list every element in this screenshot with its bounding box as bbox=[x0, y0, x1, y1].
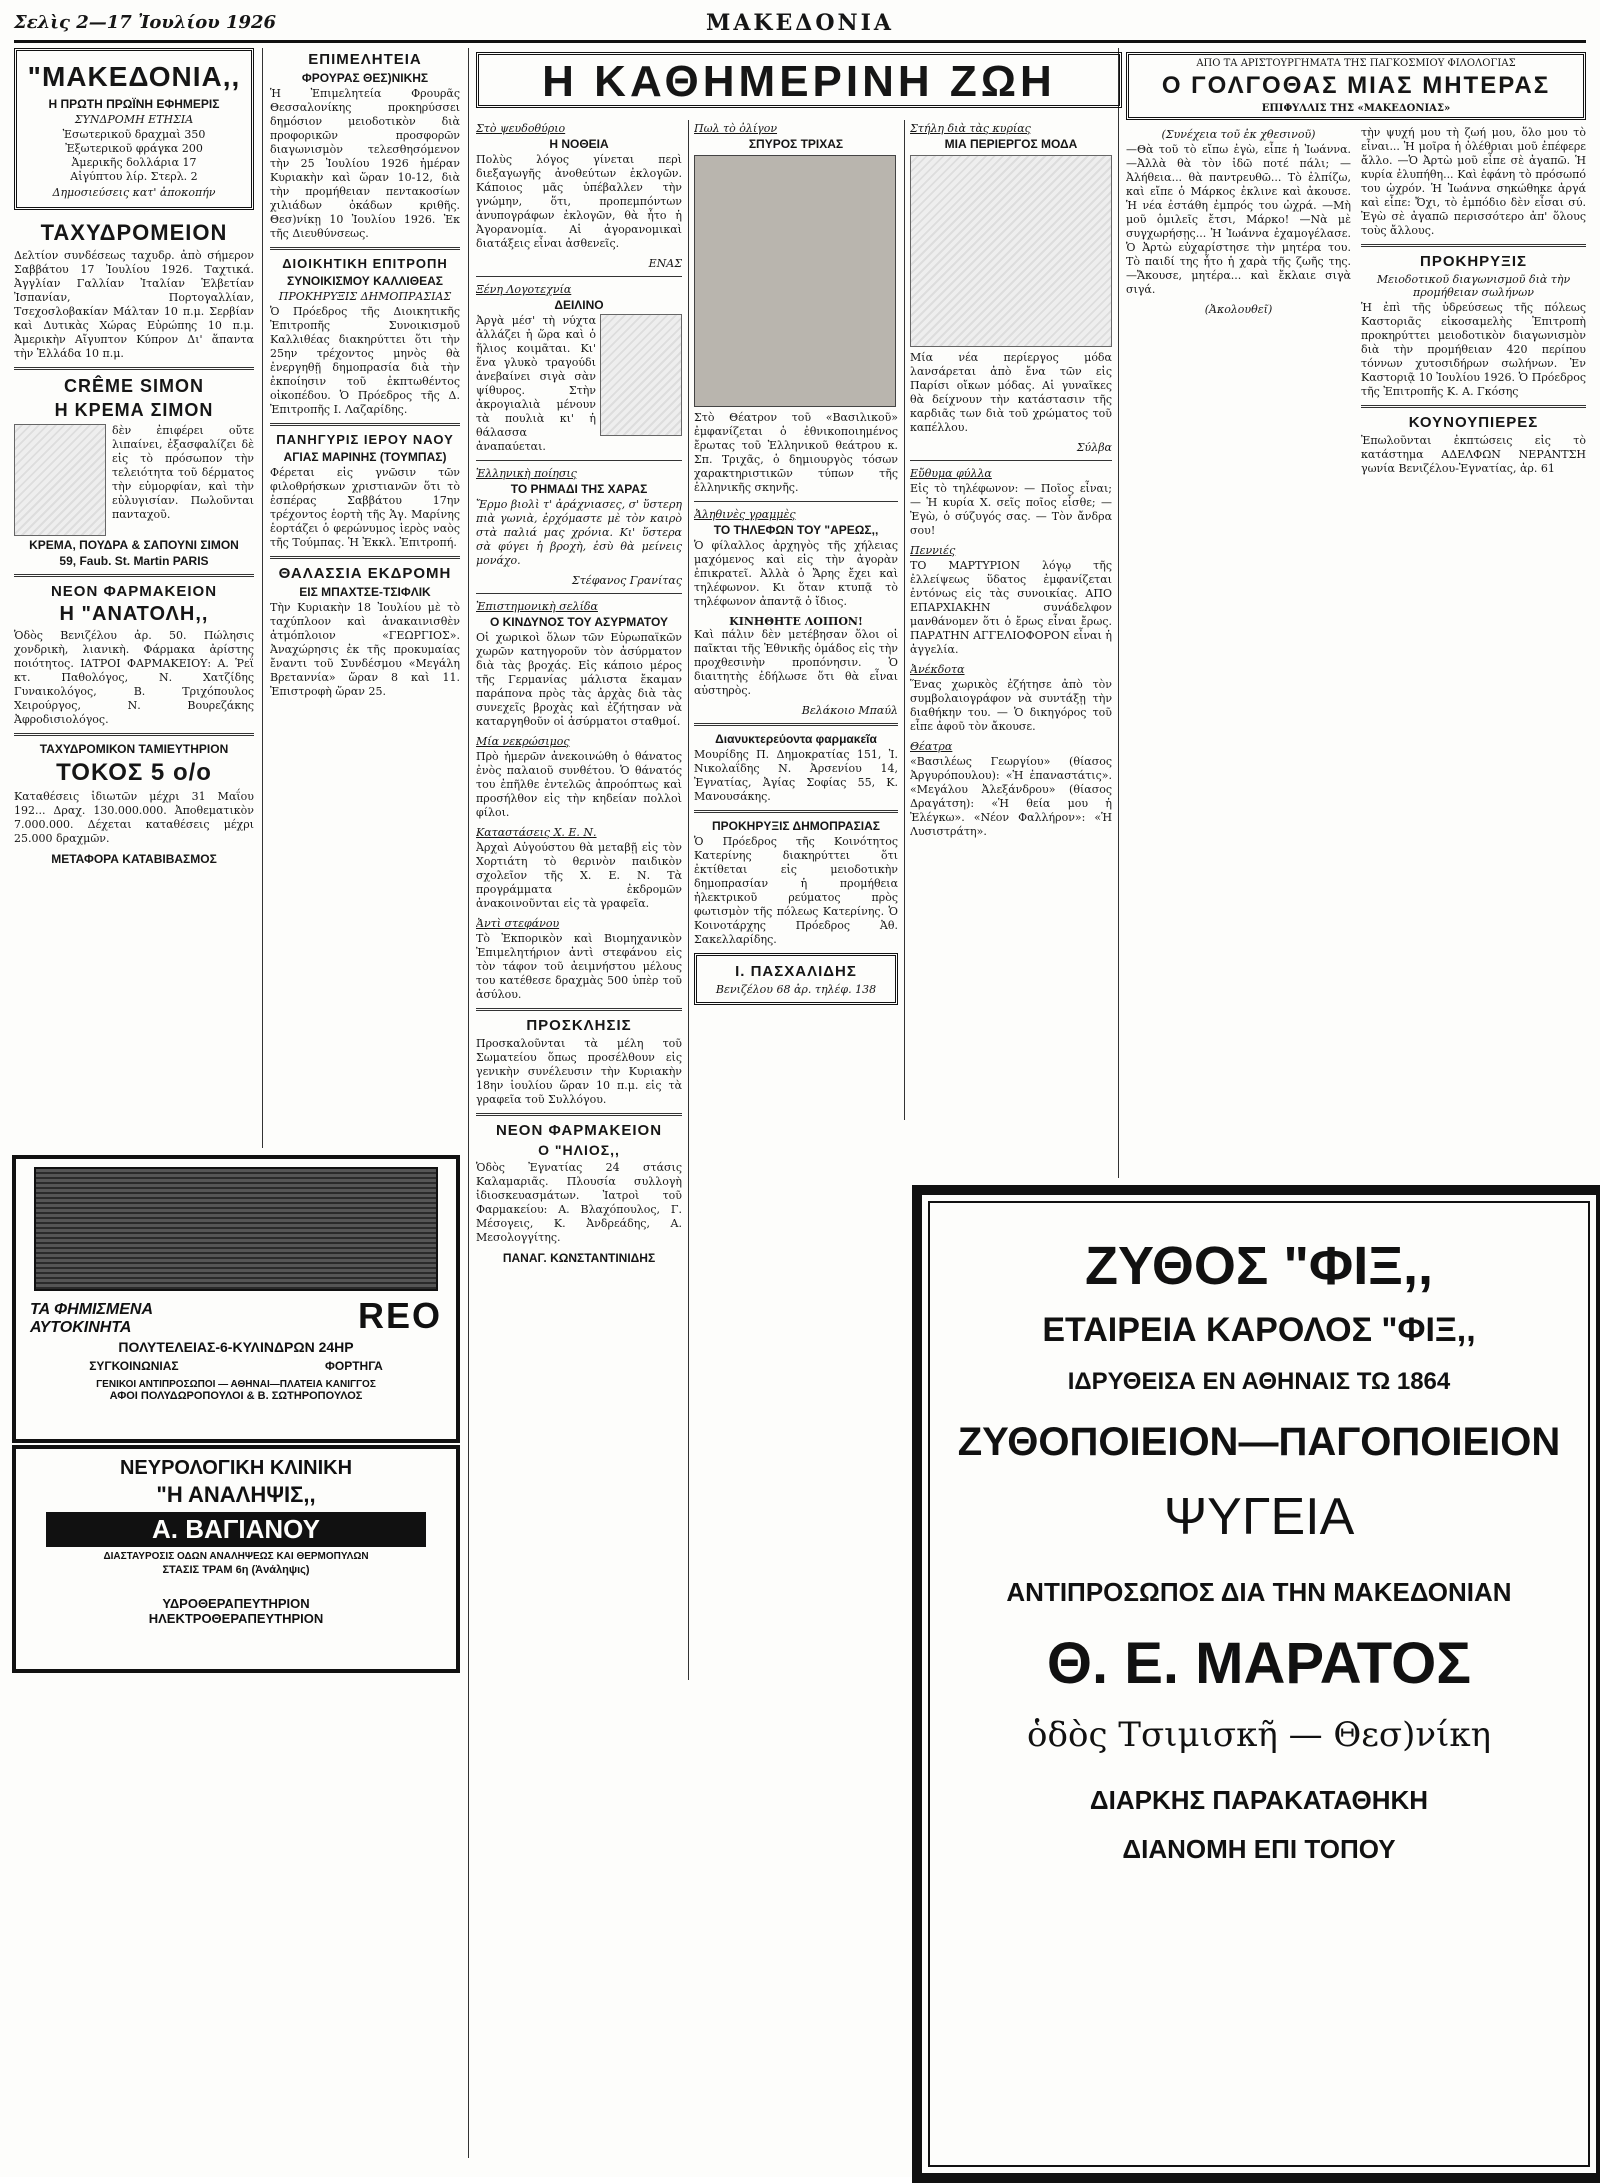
divider bbox=[476, 1113, 682, 1116]
creme-text: δὲν ἐπιφέρει οὔτε λιπαίνει, ἐξασφαλίζει δὲ εἰς τὸ πρόσωπον τὴν τελειότητα τοῦ δέρματος τὴν εὐμορφίαν, καὶ τὴν εὐλυγισίαν. Πωλοῦνται πανταχοῦ. bbox=[112, 424, 254, 521]
subscription-label: ΣΥΝΔΡΟΜΗ ΕΤΗΣΙΑ bbox=[74, 113, 194, 126]
page-header bbox=[14, 10, 1586, 43]
fix-representative-label: ΑΝΤΙΠΡΟΣΩΠΟΣ ΔΙΑ ΤΗΝ ΜΑΚΕΔΟΝΙΑΝ bbox=[1006, 1577, 1512, 1607]
article-text: Καὶ πάλιν δὲν μετέβησαν ὅλοι οἱ παῖκται τῆς Ἐθνικῆς ὁμάδος εἰς τὴν προχθεσινὴν προπόνησιν. Ὁ διαιτητὴς ἐδήλωσε ὅτι θὰ εἶναι αὐστηρὸς. bbox=[694, 628, 898, 697]
fix-brand: ΖΥΘΟΣ "ΦΙΞ,, bbox=[1084, 1236, 1434, 1296]
divider bbox=[910, 460, 1112, 461]
column-1 bbox=[14, 48, 254, 1158]
clinic-title: ΝΕΥΡΟΛΟΓΙΚΗ ΚΛΙΝΙΚΗ bbox=[119, 1457, 353, 1479]
poem-block bbox=[476, 314, 682, 454]
truck-illustration bbox=[34, 1167, 438, 1291]
reo-brand: REO bbox=[357, 1295, 442, 1336]
festival-text: Φέρεται εἰς γνῶσιν τῶν φιλοθρήσκων χριστιανῶν ὅτι τὸ ἑσπέρας Σαββάτου 17ην τρέχοντος ἑορτὴ τῆς Ἁγ. Μαρίνης ἑορτάζει ὁ φερώνυμος ἱερὸς ναὸς τῆς Τούμπας. Ἡ Ἐκκλ. Ἐπιτροπή. bbox=[270, 466, 460, 549]
fix-representative-name: Θ. Ε. ΜΑΡΑΤΟΣ bbox=[1046, 1631, 1472, 1696]
notice-title: ΕΠΙΜΕΛΗΤΕΙΑ bbox=[308, 51, 422, 68]
savings-rate: ΤΟΚΟΣ 5 ο/ο bbox=[56, 759, 212, 786]
section-category: Μία νεκρώσιμος bbox=[476, 735, 570, 748]
section-category: Στὸ ψευδοθύριο bbox=[476, 122, 566, 135]
column-rule bbox=[904, 120, 905, 1120]
article-signature: Βελάκοιο Μπαύλ bbox=[801, 704, 898, 717]
serial-title: Ο ΓΟΛΓΟΘΑΣ ΜΙΑΣ ΜΗΤΕΡΑΣ bbox=[1161, 72, 1551, 99]
notice-subtitle: ΦΡΟΥΡΑΣ ΘΕΣ)ΝΙΚΗΣ bbox=[301, 71, 429, 85]
serial-body bbox=[1126, 126, 1586, 482]
pharmacy-text: Ὁδὸς Βενιζέλου ἀρ. 50. Πώλησις χονδρικὴ, λιανικὴ. Φάρμακα ἀρίστης ποιότητος. ΙΑΤΡΟΙ ΦΑΡΜΑΚΕΙΟΥ: Α. Ῥεΐ κτ. Παθολόγος, Ν. Χατζίδης Γυναικολόγος, Β. Τριχόπουλος Χειρούργος, Ν. Βουρεζάκης Ἀφροδισιολόγος. bbox=[14, 629, 254, 726]
divider bbox=[476, 276, 682, 277]
reo-spec: ΠΟΛΥΤΕΛΕΙΑΣ-6-ΚΥΛΙΝΔΡΩΝ 24HP bbox=[118, 1339, 354, 1355]
reo-trucks: ΦΟΡΤΗΓΑ bbox=[325, 1359, 383, 1373]
price-line: Ἐσωτερικοῦ δραχμαὶ 350 bbox=[62, 128, 206, 141]
article-signature: ΚΙΝΗΘΗΤΕ ΛΟΙΠΟΝ! bbox=[729, 615, 863, 628]
section-category: Πεννιές bbox=[910, 544, 956, 557]
creme-address: 59, Faub. St. Martin PARIS bbox=[59, 554, 209, 568]
proclamation-title: ΠΡΟΚΗΡΥΞΙΣ bbox=[1419, 253, 1527, 270]
article-text: Πρὸ ἡμερῶν ἀνεκοινώθη ὁ θάνατος ἐνὸς παλαιοῦ συνθέτου. Ὁ θάνατός του ἐπῆλθε ἐντελῶς ἀπροόπτως καὶ προσήλθον εἰς τὴν κηδείαν πολλοὶ φίλοι. bbox=[476, 750, 682, 819]
serial-header bbox=[1126, 52, 1586, 120]
article-text: ΤΟ ΜΑΡΤΥΡΙΟΝ λόγῳ τῆς ἐλλείψεως ὕδατος ἐμφανίζεται ἐντόνως εἰς τὰς συνοικίας. ΑΠΟ ΕΠΑΡΧΙΑΚΗΝ συνάδελφον μανθάνομεν ὅτι ὁ ἔρως εἶναι ἔρως. ΠΑΡΑΤΗΝ ΑΓΓΕΛΙΟΦΟΡΟΝ εἶναι ἡ ἀγγελία. bbox=[910, 559, 1112, 656]
creme-ad bbox=[14, 424, 254, 536]
section-category: Ἐπιστημονικὴ σελίδα bbox=[476, 600, 598, 613]
reo-types bbox=[16, 1359, 456, 1373]
pharmacy-title: ΝΕΟΝ ΦΑΡΜΑΚΕΙΟΝ bbox=[50, 583, 218, 600]
creme-tagline: Η ΚΡΕΜΑ ΣΙΜΟΝ bbox=[54, 400, 214, 420]
daily-life-title: Η ΚΑΘΗΜΕΡΙΝΗ ΖΩΗ bbox=[542, 57, 1056, 106]
subscription-tagline: Η ΠΡΩΤΗ ΠΡΩΪΝΗ ΕΦΗΜΕΡΙΣ bbox=[48, 97, 220, 111]
proclamation-subtitle: Μειοδοτικοῦ διαγωνισμοῦ διὰ τὴν προμήθειαν σωλήνων bbox=[1376, 273, 1571, 299]
article-text: Οἱ χωρικοὶ ὅλων τῶν Εὐρωπαϊκῶν χωρῶν κατηγοροῦν τὸν ἀσύρματον διὰ τὰς βροχάς. Εἰς κάποιο μέρος τῆς Γερμανίας μάλιστα ἔκαμαν παράπονα πρὸς τὰς ἀρχὰς διὰ τὰς συνεχεῖς βροχὰς καὶ ἐζήτησαν νὰ καταργηθοῦν οἱ ἀσύρματοι σταθμοί. bbox=[476, 631, 682, 728]
article-text: Ἕνας χωρικὸς ἐζήτησε ἀπὸ τὸν συμβολαιογράφον νὰ συντάξῃ τὴν διαθήκην του. — Ὁ δικηγόρος τοῦ εἶπε ἀφοῦ τὸν ἄκουσε. bbox=[910, 678, 1112, 733]
article-title: Ο ΚΙΝΔΥΝΟΣ ΤΟΥ ΑΣΥΡΜΑΤΟΥ bbox=[489, 615, 669, 629]
divider bbox=[1361, 244, 1586, 247]
section-category: Ξένη Λογοτεχνία bbox=[476, 283, 572, 296]
fix-founded: ΙΔΡΥΘΕΙΣΑ ΕΝ ΑΘΗΝΑΙΣ ΤΩ 1864 bbox=[1067, 1368, 1451, 1395]
creme-products: ΚΡΕΜΑ, ΠΟΥΔΡΑ & ΣΑΠΟΥΝΙ ΣΙΜΟΝ bbox=[29, 538, 239, 552]
pharmacy2-owner: ΠΑΝΑΓ. ΚΩΝΣΤΑΝΤΙΝΙΔΗΣ bbox=[502, 1251, 656, 1265]
column-rule bbox=[1118, 48, 1119, 1178]
reo-passenger: ΣΥΓΚΟΙΝΩΝΙΑΣ bbox=[89, 1359, 179, 1373]
serial-left bbox=[1126, 126, 1351, 482]
notice-text: Ἡ Ἐπιμελητεία Φρουρᾶς Θεσσαλονίκης προκηρύσσει δημόσιον μειοδοτικὸν διὰ προφορικῶν προσφορῶν διαγωνισμὸν τελεσθησόμενον τὴν 25 Ἰουλίου 1926 ἡμέραν Κυριακὴν καὶ ὥραν 10-12, διὰ τὴν προμήθειαν πεντακοσίων χιλιάδων ὀκάδων κριθῆς. Θεσ)νίκῃ 10 Ἰουλίου 1926. Ἐκ τῆς Διευθύνσεως. bbox=[270, 87, 460, 240]
article-title: ΣΠΥΡΟΣ ΤΡΙΧΑΣ bbox=[748, 137, 844, 151]
masthead-title: ΜΑΚΕΔΟΝΙΑ bbox=[705, 10, 894, 36]
mosquito-nets-title: ΚΟΥΝΟΥΠΙΕΡΕΣ bbox=[1408, 414, 1539, 431]
section-category: Πωλ τὸ ὀλίγον bbox=[694, 122, 778, 135]
section-category: Καταστάσεις Χ. Ε. Ν. bbox=[476, 826, 597, 839]
section-category: Ἀληθινὲς γραμμὲς bbox=[694, 508, 796, 521]
fix-refrigerators: ΨΥΓΕΙΑ bbox=[1163, 1488, 1355, 1546]
article-title: ΤΟ ΤΗΛΕΦΩΝ ΤΟΥ "ΑΡΕΩΣ,, bbox=[713, 523, 879, 537]
auction-title: ΠΡΟΚΗΡΥΞΙΣ ΔΗΜΟΠΡΑΣΙΑΣ bbox=[712, 819, 880, 833]
price-line: Αἰγύπτου λίρ. Στερλ. 2 bbox=[70, 170, 198, 183]
pharmacy2-title: ΝΕΟΝ ΦΑΡΜΑΚΕΙΟΝ bbox=[495, 1122, 663, 1139]
serial-end: (Ἀκολουθεῖ) bbox=[1204, 303, 1273, 316]
clinic-tram: ΣΤΑΣΙΣ ΤΡΑΜ 6η (Ἀνάληψις) bbox=[162, 1564, 310, 1576]
article-text: Μία νέα περίεργος μόδα λανσάρεται ἀπὸ ἔνα τῶν εἰς Παρίσι οἴκων μόδας. Αἱ γυναῖκες θὰ δείχνουν τὴν κατάστασιν τῆς καρδιᾶς των διὰ τοῦ χρώματος τοῦ καπέλλου. bbox=[910, 351, 1112, 434]
page-date: Σελὶς 2—17 Ἰουλίου 1926 bbox=[14, 12, 277, 33]
clinic-electro: ΗΛΕΚΤΡΟΘΕΡΑΠΕΥΤΗΡΙΟΝ bbox=[148, 1611, 324, 1626]
divider bbox=[14, 367, 254, 370]
column-2 bbox=[270, 48, 460, 1158]
section-category: Ἑλληνικὴ ποίησις bbox=[476, 467, 577, 480]
subscription-prices bbox=[23, 128, 245, 184]
excursion-title: ΘΑΛΑΣΣΙΑ ΕΚΔΡΟΜΗ bbox=[278, 565, 452, 582]
divider bbox=[694, 501, 898, 502]
divider bbox=[694, 810, 898, 813]
serial-text: —Θὰ τοῦ τὸ εἴπω ἐγὼ, εἶπε ἡ Ἰωάννα. —Ἀλλὰ θὰ τὸν ἰδῶ ποτέ πάλι; —Ἀλήθεια... θὰ παντρευθῶ... Τὸ ἐλπίζω, καὶ εἴπε ὁ Μάρκος ἐκλινε καὶ ἀκουσε. Ἡ νέα ἐστάθη ἐμπρός του ὠχρά. —Μὴ μοῦ ὁμιλεῖς ἔτσι, Μάρκο! —Νὰ μὲ συγχωρήσῃς... Ἡ Ἰωάννα ἐχαμογέλασε. Ὁ Ἀρτὼ εὐχαρίστησε τὴν μητέρα του. Τὸ παιδί της ἦτο ἡ χαρὰ τῆς ζωῆς της. —Ἄκουσε, μητέρα... καὶ ἔκλαιε σιγὰ σιγά. bbox=[1126, 143, 1351, 296]
column-4 bbox=[694, 120, 898, 1680]
daily-life-header bbox=[476, 52, 1122, 108]
reo-title: ΤΑ ΦΗΜΙΣΜΕΝΑ ΑΥΤΟΚΙΝΗΤΑ bbox=[30, 1301, 153, 1336]
fix-beer-ad bbox=[912, 1185, 1600, 2183]
reo-ad bbox=[12, 1155, 460, 1443]
divider bbox=[270, 556, 460, 559]
reo-agents: ΓΕΝΙΚΟΙ ΑΝΤΙΠΡΟΣΩΠΟΙ — ΑΘΗΝΑΙ—ΠΛΑΤΕΙΑ ΚΑΝΙΓΓΟΣ bbox=[96, 1379, 376, 1390]
shop-ad bbox=[694, 953, 898, 1005]
invitation-title: ΠΡΟΣΚΛΗΣΙΣ bbox=[526, 1017, 632, 1034]
article-text: «Βασιλέως Γεωργίου» (θίασος Ἀργυρόπουλου): «Ἡ ἐπαναστάτις». «Μεγάλου Ἀλεξάνδρου» (θίασος Δραγάτση): «Ἡ θεία μου ἡ Ἐλέγκω». «Νέον Φαλλήρον»: «Ἡ Λυσιστράτη». bbox=[910, 755, 1112, 838]
divider bbox=[476, 593, 682, 594]
article-text: Ἀργὰ μέσ' τὴ νύχτα ἀλλάζει ἡ ὥρα καὶ ὁ ἥλιος κοιμᾶται. Κι' ἕνα γλυκὸ τραγούδι ἀνεβαίνει σιγὰ σὰν ψίθυρος. Στὴν ἀκρογιαλιὰ μένουν τὰ πουλιὰ κι' ἡ θάλασσα ἀναπαύεται. bbox=[476, 314, 596, 453]
subscription-box bbox=[14, 48, 254, 210]
pharmacy2-text: Ὁδὸς Ἐγνατίας 24 στάσις Καλαμαριᾶς. Πλουσία συλλογὴ ἰδιοσκευασμάτων. Ἰατροὶ τοῦ Φαρμακείου: Α. Βλαχόπουλος, Γ. Μέσογεις, Κ. Ἀνδρεάδης, Α. Μεσολογγίτης. bbox=[476, 1161, 682, 1244]
divider bbox=[14, 733, 254, 736]
transport-title: ΜΕΤΑΦΟΡΑ ΚΑΤΑΒΙΒΑΣΜΟΣ bbox=[51, 852, 217, 866]
article-title: ΔΕΙΛΙΝΟ bbox=[554, 298, 604, 312]
shop-name: Ι. ΠΑΣΧΑΛΙΔΗΣ bbox=[735, 963, 857, 980]
section-category: Στήλη διὰ τὰς κυρίας bbox=[910, 122, 1031, 135]
price-line: Ἀμερικῆς δολλάρια 17 bbox=[71, 156, 197, 169]
savings-title: ΤΑΧΥΔΡΟΜΙΚΟΝ ΤΑΜΙΕΥΤΗΡΙΟΝ bbox=[39, 742, 229, 756]
divider bbox=[14, 574, 254, 577]
fashion-sketch bbox=[910, 155, 1112, 347]
clinic-name: "Η ΑΝΑΛΗΨΙΣ,, bbox=[156, 1482, 316, 1507]
serial-kicker: ΑΠΟ ΤΑ ΑΡΙΣΤΟΥΡΓΗΜΑΤΑ ΤΗΣ ΠΑΓΚΟΣΜΙΟΥ ΦΙΛΟΛΟΓΙΑΣ bbox=[1196, 58, 1516, 69]
reo-title-row bbox=[16, 1291, 456, 1337]
article-title: Η ΝΟΘΕΙΑ bbox=[549, 137, 609, 151]
creme-title: CRÊME SIMON bbox=[63, 376, 204, 396]
column-3 bbox=[476, 120, 682, 1670]
woman-illustration bbox=[14, 424, 106, 536]
article-signature: ΕΝΑΣ bbox=[648, 257, 682, 270]
article-title: ΜΙΑ ΠΕΡΙΕΡΓΟΣ ΜΟΔΑ bbox=[944, 137, 1078, 151]
column-rule bbox=[688, 120, 689, 1680]
divider bbox=[694, 723, 898, 726]
divider bbox=[270, 423, 460, 426]
serial-right bbox=[1361, 126, 1586, 482]
fix-company: ΕΤΑΙΡΕΙΑ ΚΑΡΟΛΟΣ "ΦΙΞ,, bbox=[1042, 1311, 1476, 1349]
serial-text-right: τὴν ψυχή μου τὴ ζωή μου, ὅλο μου τὸ εἶναι... Ἡ μοῖρα ἡ ὀλέθριαι μοῦ ἐπέφερε ἄλλο. —Ὁ Ἀρτὼ μοῦ εἶπε σὲ ἀγαπῶ. Ἡ κυρία ἐλυπήθη... Καὶ ἐφάνη τὸ πρόσωπό του ὠχρόν. Ἡ Ἰωάννα σηκώθηκε ἀργά καὶ εἶπε: Ὄχι, τὸ ἐμπόδιο δὲν εἶσαι σύ. Ἐγὼ σὲ ἀγαπῶ περισσότερο ἀπ' ὅλους τοὺς ἄλλους. bbox=[1361, 126, 1586, 237]
price-line: Ἐξωτερικοῦ φράγκα 200 bbox=[65, 142, 203, 155]
article-text: Εἰς τὸ τηλέφωνον: — Ποῖος εἶναι; — Ἡ κυρία Χ. σεῖς ποῖος εἶσθε; — Ἐγὼ, ὁ σύζυγός σας. — Τὸν ἄνδρα σου! bbox=[910, 482, 1112, 537]
fix-stock: ΔΙΑΡΚΗΣ ΠΑΡΑΚΑΤΑΘΗΚΗ bbox=[1089, 1785, 1429, 1815]
portrait-sketch bbox=[600, 314, 682, 436]
divider bbox=[1361, 405, 1586, 408]
festival-title: ΠΑΝΗΓΥΡΙΣ ΙΕΡΟΥ ΝΑΟΥ bbox=[276, 432, 454, 447]
clinic-ad bbox=[12, 1445, 460, 1673]
pharmacy2-name: Ο "ΗΛΙΟΣ,, bbox=[538, 1142, 620, 1158]
subscription-title: "ΜΑΚΕΔΟΝΙΑ,, bbox=[27, 61, 241, 92]
article-text: Ὁ φίλαλλος ἀρχηγὸς τῆς χήλειας μαχόμενος καὶ εἰς τὴν ἀγορὰν ἐπικρατεῖ. Ἀλλὰ ὁ Ἄρης ἔχει καὶ τηλέφωνον. Κι ὅταν κτυπᾷ τὸ τηλέφωνον ἀπαντᾷ ὁ ἴδιος. bbox=[694, 539, 898, 608]
post-title: ΤΑΧΥΔΡΟΜΕΙΟΝ bbox=[40, 220, 228, 245]
clinic-address: ΔΙΑΣΤΑΥΡΟΣΙΣ ΟΔΩΝ ΑΝΑΛΗΨΕΩΣ ΚΑΙ ΘΕΡΜΟΠΥΛΩΝ bbox=[103, 1551, 369, 1562]
article-text: Ἀρχαὶ Αὐγούστου θὰ μεταβῇ εἰς τὸν Χορτιάτη τὸ θερινὸν παιδικὸν σχολεῖον τῆς Χ. Ε. Ν. Τὰ προγράμματα ἐκδρομῶν ἀνακοινοῦνται εἰς τὰ γραφεῖα. bbox=[476, 841, 682, 910]
fix-delivery: ΔΙΑΝΟΜΗ ΕΠΙ ΤΟΠΟΥ bbox=[1122, 1834, 1396, 1864]
column-rule bbox=[262, 48, 263, 1148]
divider bbox=[476, 1008, 682, 1011]
committee-title: ΔΙΟΙΚΗΤΙΚΗ ΕΠΙΤΡΟΠΗ bbox=[282, 256, 448, 271]
fix-address: ὁδὸς Τσιμισκῆ — Θεσ)νίκη bbox=[1027, 1715, 1491, 1755]
clinic-hydro: ΥΔΡΟΘΕΡΑΠΕΥΤΗΡΙΟΝ bbox=[162, 1596, 310, 1611]
actor-photo bbox=[694, 155, 896, 407]
column-rule bbox=[468, 48, 469, 2158]
festival-subtitle: ΑΓΙΑΣ ΜΑΡΙΝΗΣ (ΤΟΥΜΠΑΣ) bbox=[283, 450, 447, 464]
section-category: Ἀντὶ στεφάνου bbox=[476, 917, 560, 930]
article-text: Στὸ Θέατρον τοῦ «Βασιλικοῦ» ἐμφανίζεται ὁ ἐθνικοποιημένος ἔρωτας τοῦ Ἑλληνικοῦ θεάτρου κ. Σπ. Τριχᾶς, ὁ δημιουργὸς τόσων χαρακτηριστικῶν τύπων τῆς ἑλληνικῆς σκηνῆς. bbox=[694, 411, 898, 494]
section-category: Ἀνέκδοτα bbox=[910, 663, 965, 676]
fix-brewery: ΖΥΘΟΠΟΙΕΙΟΝ—ΠΑΓΟΠΟΙΕΙΟΝ bbox=[957, 1420, 1561, 1464]
serial-subtitle: ΕΠΙΦΥΛΛΙΣ ΤΗΣ «ΜΑΚΕΔΟΝΙΑΣ» bbox=[1261, 103, 1451, 114]
excursion-text: Τὴν Κυριακὴν 18 Ἰουλίου μὲ τὸ ταχύπλοον καὶ ἀνακαινισθὲν ἀτμόπλοιον «ΓΕΩΡΓΙΟΣ». Ἀναχώρησις ἐκ τῆς προκυμαίας ἔναντι τοῦ Συνδέσμου «Μεγάλη Βρεταννία» ὥραν 8 καὶ 11. Ἐπιστροφὴ ὥραν 25. bbox=[270, 601, 460, 698]
pharmacy-name: Η "ΑΝΑΤΟΛΗ,, bbox=[59, 603, 209, 625]
proclamation-text: Ἡ ἐπὶ τῆς ὑδρεύσεως τῆς πόλεως Καστοριᾶς εἰκοσαμελὴς Ἐπιτροπὴ προκηρύττει μειοδοτικὸν διαγωνισμὸν διὰ τὴν προμήθειαν 420 περίπου τόννων χυτοσιδήρων σωλήνων. Ἐν Καστοριᾷ 10 Ἰουλίου 1926. Ὁ Πρόεδρος τῆς Ἐπιτροπῆς Κ. Α. Γκόσης bbox=[1361, 301, 1586, 398]
invitation-text: Προσκαλοῦνται τὰ μέλη τοῦ Σωματείου ὅπως προσέλθουν εἰς γενικὴν συνέλευσιν τὴν Κυριακὴν 18ην ἰουλίου ὥραν 10 π.μ. εἰς τὰ γραφεῖα τοῦ Συλλόγου. bbox=[476, 1037, 682, 1106]
article-title: ΤΟ ΡΗΜΑΔΙ ΤΗΣ ΧΑΡΑΣ bbox=[510, 482, 648, 496]
article-text: Πολὺς λόγος γίνεται περὶ διεξαγωγῆς ἀνοθεύτων ἐκλογῶν. Κάποιος μᾶς ὑπέβαλλεν τὴν γνώμην, ὅτι, προπεμπόντων ἀνυπογράφων ἐκλογῶν, θὰ ἦτο ἡ Ἀγορανομία. Αἱ ἀγορανομικαὶ διατάξεις εἶναι ἀσθενεῖς. bbox=[476, 153, 682, 250]
section-category: Θέατρα bbox=[910, 740, 953, 753]
shop-address: Βενιζέλου 68 ἀρ. τηλέφ. 138 bbox=[715, 983, 877, 996]
poem-text: Ἔρμο βιολὶ τ' ἀράχνιασες, σ' ὕστερη πιὰ γωνιὰ, ἐρχόμαστε μὲ τὸν καιρὸ στὰ παλιά μας χρόνια. Κι' ὕστερα σὰ φύγει ἡ βροχὴ, ἐσὺ θὰ μείνεις μονάχο. bbox=[476, 498, 682, 567]
pharmacies-text: Μουρίδης Π. Δημοκρατίας 151, Ἰ. Νικολαΐδης Ν. Ἀρσενίου 14, Ἐγνατίας, Ἀγίας Σοφίας 55, Κ. Μανουσάκης. bbox=[694, 748, 898, 803]
divider bbox=[270, 247, 460, 250]
excursion-subtitle: ΕΙΣ ΜΠΑΧΤΣΕ-ΤΣΙΦΛΙΚ bbox=[299, 585, 431, 599]
divider bbox=[476, 460, 682, 461]
mosquito-nets-text: Ἐπωλοῦνται ἐκπτώσεις εἰς τὸ κατάστημα ΑΔΕΛΦΩΝ ΝΕΡΑΝΤΣΗ γωνία Βενιζέλου-Ἐγνατίας, ἀρ. 61 bbox=[1361, 434, 1586, 475]
post-text: Δελτίον συνδέσεως ταχυδρ. ἀπὸ σήμερον Σαββάτου 17 Ἰουλίου 1926. Ταχτικά. Ἀγγλίαν Γαλλίαν Ἰταλίαν Ἑλβετίαν Ἰσπανίαν, Πορτογαλλίαν, Τσεχοσλοβακίαν Μάλταν 10 π.μ. Σερβίαν καὶ Δυτικὰς Χώρας Εὐρώπης 10 π.μ. Ἀμερικὴν Αἴγυπτον Κύπρον Δι' ἅπαντα τὴν Ἑλλάδα 10 π.μ. bbox=[14, 249, 254, 360]
subscription-footer: Δημοσιεύσεις κατ' ἀποκοπήν bbox=[52, 186, 216, 199]
clinic-doctor: Α. ΒΑΓΙΑΝΟΥ bbox=[46, 1512, 426, 1547]
article-signature: Στέφανος Γρανίτας bbox=[571, 574, 682, 587]
reo-agents-names: ΑΦΟΙ ΠΟΛΥΔΩΡΟΠΟΥΛΟΙ & Β. ΣΩΤΗΡΟΠΟΥΛΟΣ bbox=[109, 1390, 363, 1402]
committee-subhead: ΠΡΟΚΗΡΥΞΙΣ ΔΗΜΟΠΡΑΣΙΑΣ bbox=[278, 290, 452, 303]
committee-subtitle: ΣΥΝΟΙΚΙΣΜΟΥ ΚΑΛΛΙΘΕΑΣ bbox=[287, 274, 443, 288]
article-signature: Σύλβα bbox=[1076, 441, 1112, 454]
pharmacies-title: Διανυκτερεύοντα φαρμακεῖα bbox=[715, 732, 877, 746]
auction-text: Ὁ Πρόεδρος τῆς Κοινότητος Κατερίνης διακηρύττει ὅτι ἐκτίθεται εἰς μειοδοτικὴν δημοπρασίαν ἡ προμήθεια ἠλεκτρικοῦ ρεύματος πρὸς φωτισμὸν τῆς πόλεως Κατερίνης. Ὁ Κοινοτάρχης Πρόεδρος Ἀθ. Σακελλαρίδης. bbox=[694, 835, 898, 946]
article-text: Τὸ Ἐκπορικὸν καὶ Βιομηχανικὸν Ἐπιμελητήριον ἀντὶ στεφάνου εἰς τὸν τάφον τοῦ ἀειμνήστου μέλους του κατέθεσε δραχμὰς 500 ὑπὲρ τοῦ ἀσύλου. bbox=[476, 932, 682, 1001]
column-6 bbox=[1126, 52, 1586, 1172]
savings-text: Καταθέσεις ἰδιωτῶν μέχρι 31 Μαΐου 192... Δραχ. 130.000.000. Ἀποθεματικὸν 7.000.000. Δέχεται καταθέσεις μέχρι 25.000 δραχμῶν. bbox=[14, 790, 254, 845]
serial-lead: (Συνέχεια τοῦ ἐκ χθεσινοῦ) bbox=[1161, 128, 1316, 141]
section-category: Εὔθυμα φύλλα bbox=[910, 467, 992, 480]
committee-text: Ὁ Πρόεδρος τῆς Διοικητικῆς Ἐπιτροπῆς Συνοικισμοῦ Καλλιθέας διακηρύττει ὅτι τὴν 25ην τρέχοντος μηνὸς θὰ ἐνεργηθῇ δημοπρασία διὰ τὴν ἐκποίησιν τοῦ ἐκπτωθέντος οἰκοπέδου. Ὁ Πρόεδρος τῆς Δ. Ἐπιτροπῆς Ι. Λαζαρίδης. bbox=[270, 305, 460, 416]
column-5 bbox=[910, 120, 1112, 1120]
